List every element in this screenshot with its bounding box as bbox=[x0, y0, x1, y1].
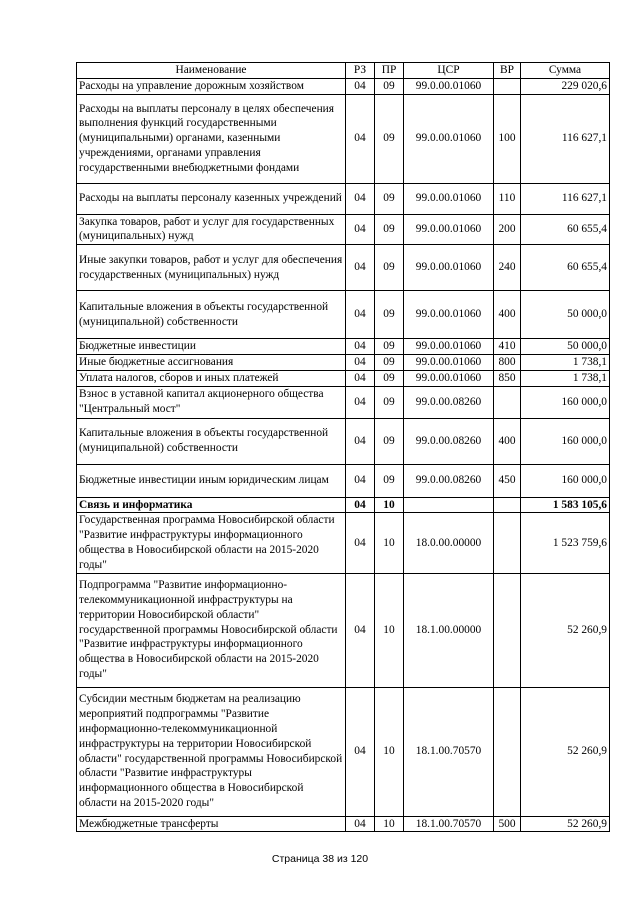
row-pr: 10 bbox=[375, 816, 404, 832]
row-rz: 04 bbox=[346, 687, 375, 816]
row-csr bbox=[404, 497, 494, 513]
row-sum: 50 000,0 bbox=[521, 291, 610, 339]
row-pr: 09 bbox=[375, 183, 404, 214]
row-csr: 99.0.00.01060 bbox=[404, 214, 494, 245]
row-sum: 1 583 105,6 bbox=[521, 497, 610, 513]
table-row bbox=[77, 245, 610, 291]
row-pr: 09 bbox=[375, 245, 404, 291]
row-pr: 09 bbox=[375, 291, 404, 339]
row-pr: 09 bbox=[375, 214, 404, 245]
row-pr: 10 bbox=[375, 513, 404, 573]
row-rz: 04 bbox=[346, 573, 375, 687]
row-csr: 18.1.00.70570 bbox=[404, 816, 494, 832]
row-pr: 09 bbox=[375, 464, 404, 497]
row-vr: 200 bbox=[494, 214, 521, 245]
row-csr: 99.0.00.01060 bbox=[404, 78, 494, 94]
row-rz: 04 bbox=[346, 464, 375, 497]
row-sum: 229 020,6 bbox=[521, 78, 610, 94]
row-name: Бюджетные инвестиции иным юридическим лицам bbox=[77, 464, 346, 497]
row-pr: 09 bbox=[375, 354, 404, 370]
row-rz: 04 bbox=[346, 94, 375, 183]
row-name: Закупка товаров, работ и услуг для государственных (муниципальных) нужд bbox=[77, 214, 346, 245]
row-sum: 160 000,0 bbox=[521, 386, 610, 418]
header-csr: ЦСР bbox=[404, 63, 494, 79]
row-rz: 04 bbox=[346, 513, 375, 573]
table-row bbox=[77, 214, 610, 245]
row-name: Иные закупки товаров, работ и услуг для обеспечения государственных (муниципальных) нужд bbox=[77, 245, 346, 291]
row-rz: 04 bbox=[346, 245, 375, 291]
header-pr: ПР bbox=[375, 63, 404, 79]
row-sum: 52 260,9 bbox=[521, 573, 610, 687]
row-sum: 116 627,1 bbox=[521, 183, 610, 214]
row-rz: 04 bbox=[346, 816, 375, 832]
row-sum: 52 260,9 bbox=[521, 687, 610, 816]
table-row bbox=[77, 497, 610, 513]
row-pr: 09 bbox=[375, 94, 404, 183]
row-vr bbox=[494, 573, 521, 687]
row-csr: 99.0.00.01060 bbox=[404, 245, 494, 291]
budget-table bbox=[76, 62, 610, 832]
table-header-row bbox=[77, 63, 610, 79]
row-vr: 850 bbox=[494, 370, 521, 386]
row-sum: 160 000,0 bbox=[521, 418, 610, 464]
row-rz: 04 bbox=[346, 497, 375, 513]
table-row bbox=[77, 513, 610, 573]
row-name: Уплата налогов, сборов и иных платежей bbox=[77, 370, 346, 386]
table-row bbox=[77, 573, 610, 687]
row-sum: 50 000,0 bbox=[521, 339, 610, 355]
row-pr: 10 bbox=[375, 497, 404, 513]
row-pr: 09 bbox=[375, 418, 404, 464]
row-vr: 400 bbox=[494, 418, 521, 464]
row-csr: 99.0.00.01060 bbox=[404, 354, 494, 370]
row-vr bbox=[494, 386, 521, 418]
row-vr bbox=[494, 497, 521, 513]
row-sum: 116 627,1 bbox=[521, 94, 610, 183]
header-name: Наименование bbox=[77, 63, 346, 79]
row-rz: 04 bbox=[346, 183, 375, 214]
row-csr: 99.0.00.08260 bbox=[404, 464, 494, 497]
table-row bbox=[77, 464, 610, 497]
row-sum: 1 523 759,6 bbox=[521, 513, 610, 573]
table-row bbox=[77, 291, 610, 339]
header-sum: Сумма bbox=[521, 63, 610, 79]
row-vr bbox=[494, 687, 521, 816]
row-name: Расходы на управление дорожным хозяйством bbox=[77, 78, 346, 94]
row-csr: 99.0.00.01060 bbox=[404, 291, 494, 339]
row-rz: 04 bbox=[346, 418, 375, 464]
row-name: Расходы на выплаты персоналу казенных учреждений bbox=[77, 183, 346, 214]
row-csr: 99.0.00.01060 bbox=[404, 94, 494, 183]
table-row bbox=[77, 687, 610, 816]
row-name: Бюджетные инвестиции bbox=[77, 339, 346, 355]
row-csr: 99.0.00.08260 bbox=[404, 418, 494, 464]
page-footer: Страница 38 из 120 bbox=[271, 853, 369, 865]
table-row bbox=[77, 94, 610, 183]
row-sum: 1 738,1 bbox=[521, 354, 610, 370]
row-vr: 110 bbox=[494, 183, 521, 214]
table-row bbox=[77, 386, 610, 418]
row-sum: 60 655,4 bbox=[521, 245, 610, 291]
row-csr: 18.1.00.00000 bbox=[404, 573, 494, 687]
row-name: Расходы на выплаты персоналу в целях обеспечения выполнения функций государственными (муниципальными) органами, казенными учреждениями, органами управления государственными внебюджетными фондами bbox=[77, 94, 346, 183]
table-row bbox=[77, 339, 610, 355]
table-row bbox=[77, 816, 610, 832]
row-name: Капитальные вложения в объекты государственной (муниципальной) собственности bbox=[77, 291, 346, 339]
row-vr: 240 bbox=[494, 245, 521, 291]
row-sum: 1 738,1 bbox=[521, 370, 610, 386]
row-sum: 160 000,0 bbox=[521, 464, 610, 497]
table-row bbox=[77, 183, 610, 214]
row-csr: 18.0.00.00000 bbox=[404, 513, 494, 573]
row-pr: 10 bbox=[375, 573, 404, 687]
row-rz: 04 bbox=[346, 78, 375, 94]
row-vr bbox=[494, 78, 521, 94]
row-pr: 09 bbox=[375, 370, 404, 386]
row-csr: 18.1.00.70570 bbox=[404, 687, 494, 816]
row-name: Межбюджетные трансферты bbox=[77, 816, 346, 832]
table-row bbox=[77, 354, 610, 370]
row-vr: 100 bbox=[494, 94, 521, 183]
row-rz: 04 bbox=[346, 354, 375, 370]
row-csr: 99.0.00.01060 bbox=[404, 370, 494, 386]
table-row bbox=[77, 418, 610, 464]
row-sum: 52 260,9 bbox=[521, 816, 610, 832]
row-name: Государственная программа Новосибирской области "Развитие инфраструктуры информационного общества в Новосибирской области на 2015-2020 годы" bbox=[77, 513, 346, 573]
row-name: Подпрограмма "Развитие информационно-телекоммуникационной инфраструктуры на территории Новосибирской области" государственной программы Новосибирской области "Развитие инфраструктуры информационного общества в Новосибирской области на 2015-2020 годы" bbox=[77, 573, 346, 687]
row-name: Связь и информатика bbox=[77, 497, 346, 513]
row-vr: 400 bbox=[494, 291, 521, 339]
header-vr: ВР bbox=[494, 63, 521, 79]
row-name: Капитальные вложения в объекты государственной (муниципальной) собственности bbox=[77, 418, 346, 464]
row-name: Субсидии местным бюджетам на реализацию мероприятий подпрограммы "Развитие информационно-телекоммуникационной инфраструктуры на территории Новосибирской области" государственной программы Новосибирской области "Развитие инфраструктуры информационного общества в Новосибирской области на 2015-2020 годы" bbox=[77, 687, 346, 816]
row-pr: 09 bbox=[375, 386, 404, 418]
row-rz: 04 bbox=[346, 339, 375, 355]
row-rz: 04 bbox=[346, 386, 375, 418]
row-rz: 04 bbox=[346, 214, 375, 245]
row-pr: 09 bbox=[375, 339, 404, 355]
header-rz: РЗ bbox=[346, 63, 375, 79]
table-row bbox=[77, 78, 610, 94]
row-sum: 60 655,4 bbox=[521, 214, 610, 245]
row-name: Взнос в уставной капитал акционерного общества "Центральный мост" bbox=[77, 386, 346, 418]
row-pr: 10 bbox=[375, 687, 404, 816]
row-csr: 99.0.00.01060 bbox=[404, 339, 494, 355]
row-csr: 99.0.00.01060 bbox=[404, 183, 494, 214]
row-name: Иные бюджетные ассигнования bbox=[77, 354, 346, 370]
row-pr: 09 bbox=[375, 78, 404, 94]
row-vr bbox=[494, 513, 521, 573]
row-vr: 500 bbox=[494, 816, 521, 832]
row-rz: 04 bbox=[346, 291, 375, 339]
row-vr: 450 bbox=[494, 464, 521, 497]
row-vr: 410 bbox=[494, 339, 521, 355]
table-row bbox=[77, 370, 610, 386]
row-vr: 800 bbox=[494, 354, 521, 370]
row-csr: 99.0.00.08260 bbox=[404, 386, 494, 418]
row-rz: 04 bbox=[346, 370, 375, 386]
